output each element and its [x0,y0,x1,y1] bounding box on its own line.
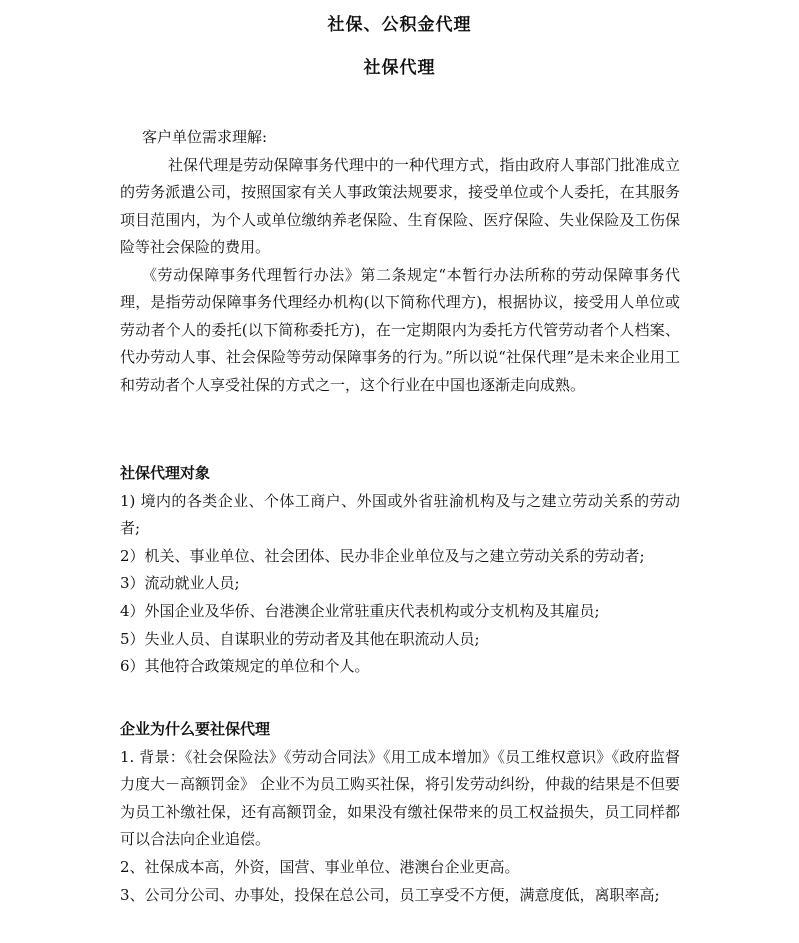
document-subtitle: 社保代理 [363,58,436,78]
section-heading: 企业为什么要社保代理 [120,720,271,738]
list-item: 2、社保成本高，外资，国营、事业单位、港澳台企业更高。 [120,857,520,876]
list-item: 6）其他符合政策规定的单位和个人。 [120,657,370,676]
list-item: 1. 背景：《社会保险法》《劳动合同法》《用工成本增加》《员工维权意识》《政府监督力度大－高额罚金》 企业不为员工购买社保，将引发劳动纠纷，仲裁的结果是不但要为员工补缴社保，还有高额罚金，如果没有缴社保带来的员工权益损失，员工同样都可以合法向企业追偿。 [120,747,680,849]
intro-paragraph-1: 社保代理是劳动保障事务代理中的一种代理方式，指由政府人事部门批准成立的劳务派遣公司，按照国家有关人事政策法规要求，接受单位或个人委托，在其服务项目范围内，为个人或单位缴纳养老保险、生育保险、医疗保险、失业保险及工伤保险等社会保险的费用。 [120,155,680,256]
intro-paragraph-2: 《劳动保障事务代理暂行办法》第二条规定“本暂行办法所称的劳动保障事务代理，是指劳动保障事务代理经办机构(以下简称代理方)，根据协议，接受用人单位或劳动者个人的委托(以下简称委托方)，在一定期限内为委托方代管劳动者个人档案、代办劳动人事、社会保险等劳动保障事务的行为。”所以说“社保代理”是未来企业用工和劳动者个人享受社保的方式之一，这个行业在中国也逐渐走向成熟。 [120,265,680,394]
intro-lead: 客户单位需求理解: [142,128,268,146]
section-objects [120,460,680,681]
section-why [120,716,680,909]
section-heading: 社保代理对象 [120,464,211,482]
list-item: 5）失业人员、自谋职业的劳动者及其他在职流动人员; [120,629,480,648]
intro-section [120,124,680,399]
list-item: 3、公司分公司、办事处，投保在总公司，员工享受不方便，满意度低，离职率高; [120,885,660,904]
list-item: 3）流动就业人员; [120,574,240,593]
list-item: 2）机关、事业单位、社会团体、民办非企业单位及与之建立劳动关系的劳动者; [120,546,645,565]
list-item: 1) 境内的各类企业、个体工商户、外国或外省驻渝机构及与之建立劳动关系的劳动者; [120,491,680,538]
document-title: 社保、公积金代理 [327,15,472,35]
list-item: 4）外国企业及华侨、台港澳企业常驻重庆代表机构或分支机构及其雇员; [120,601,600,620]
